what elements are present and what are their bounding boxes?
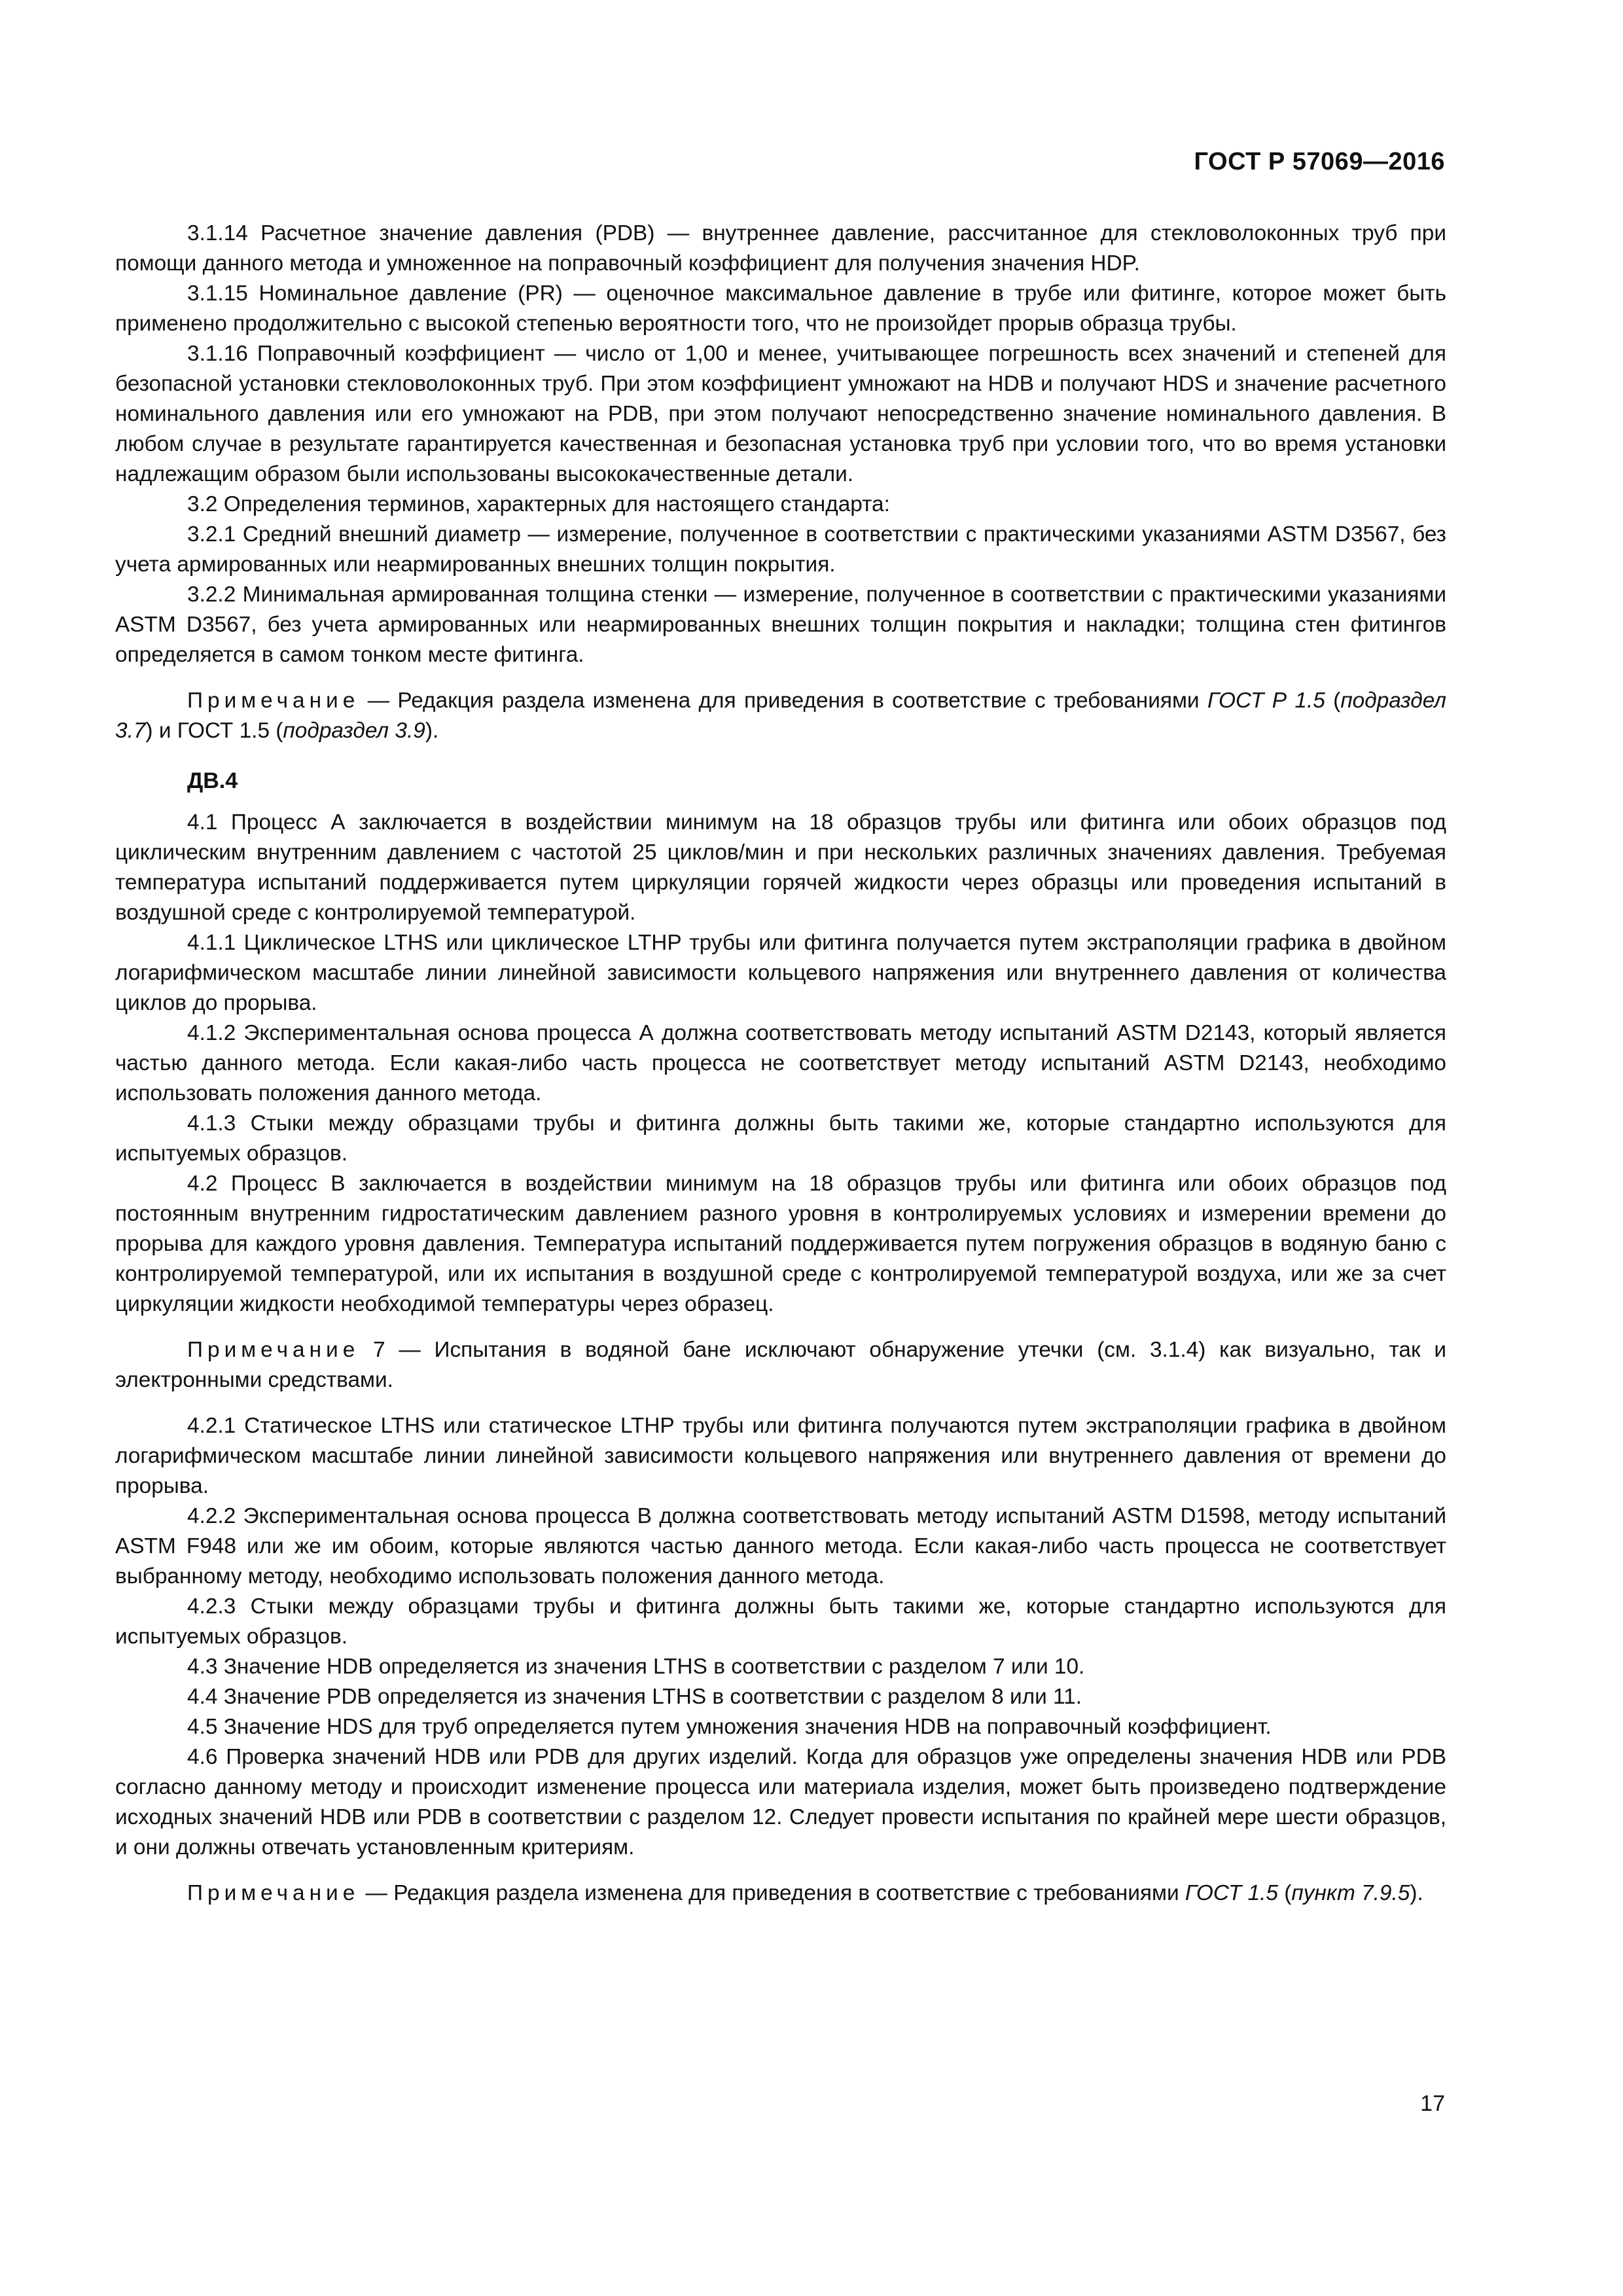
paragraph-3-2-2: 3.2.2 Минимальная армированная толщина стенки — измерение, полученное в соответствии с практическими указаниями ASTM D3567, без учета армированных или неармированных внешних толщин покрытия и накладки; толщина стен фитингов определяется в самом тонком месте фитинга. — [115, 583, 1446, 667]
note-label: Примечание — [187, 1881, 360, 1905]
paragraph-4-4: 4.4 Значение PDB определяется из значения LTHS в соответствии с разделом 8 или 11. — [187, 1685, 1082, 1709]
note-text: 7 — Испытания в водяной бане исключают обнаружение утечки (см. 3.1.4) как визуально, так и электронными средствами. — [115, 1338, 1446, 1392]
note-label: Примечание — [187, 1338, 360, 1362]
paragraph-4-1-1: 4.1.1 Циклическое LTHS или циклическое LTHP трубы или фитинга получается путем экстраполяции графика в двойном логарифмическом масштабе линии линейной зависимости кольцевого напряжения или внутреннего давления от количества циклов до прорыва. — [115, 931, 1446, 1015]
note-reference: пункт 7.9.5 — [1291, 1881, 1410, 1905]
section-heading: ДВ.4 — [187, 768, 238, 793]
paragraph-4-2: 4.2 Процесс В заключается в воздействии минимум на 18 образцов трубы или фитинга или обоих образцов под постоянным внутренним гидростатическим давлением разного уровня в контролируемых условиях и измерении времени до прорыва для каждого уровня давления. Температура испытаний поддерживается путем погружения образцов в водяную баню с контролируемой температурой, или их испытания в воздушной среде с контролируемой температурой воздуха, или же за счет циркуляции жидкости необходимой температуры через образец. — [115, 1172, 1446, 1316]
paragraph-3-2: 3.2 Определения терминов, характерных для настоящего стандарта: — [187, 492, 890, 516]
paragraph-4-5: 4.5 Значение HDS для труб определяется путем умножения значения HDB на поправочный коэффициент. — [187, 1715, 1272, 1739]
paragraph-3-1-15: 3.1.15 Номинальное давление (PR) — оценочное максимальное давление в трубе или фитинге, которое может быть применено продолжительно с высокой степенью вероятности того, что не произойдет прорыв образца трубы. — [115, 281, 1446, 336]
paragraph-4-1: 4.1 Процесс А заключается в воздействии минимум на 18 образцов трубы или фитинга или обоих образцов под циклическим внутренним давлением с частотой 25 циклов/мин и при нескольких различных значениях давления. Требуемая температура испытаний поддерживается путем циркуляции горячей жидкости через образцы или проведения испытаний в воздушной среде с контролируемой температурой. — [115, 810, 1446, 925]
paragraph-4-2-1: 4.2.1 Статическое LTHS или статическое LTHP трубы или фитинга получаются путем экстраполяции графика в двойном логарифмическом масштабе линии линейной зависимости кольцевого напряжения или внутреннего давления от времени до прорыва. — [115, 1414, 1446, 1498]
paragraph-4-2-3: 4.2.3 Стыки между образцами трубы и фитинга должны быть такими же, которые стандартно используются для испытуемых образцов. — [115, 1594, 1446, 1649]
paragraph-3-1-16: 3.1.16 Поправочный коэффициент — число от 1,00 и менее, учитывающее погрешность всех значений и степеней для безопасной установки стекловолоконных труб. При этом коэффициент умножают на HDB и получают HDS и значение расчетного номинального давления или его умножают на PDB, при этом получают непосредственно значение номинального давления. В любом случае в результате гарантируется качественная и безопасная установка труб при условии того, что во время установки надлежащим образом были использованы высококачественные детали. — [115, 342, 1446, 486]
note-label: Примечание — [187, 689, 360, 713]
paragraph-4-1-2: 4.1.2 Экспериментальная основа процесса А должна соответствовать методу испытаний ASTM D2143, который является частью данного метода. Если какая-либо часть процесса не соответствует методу испытаний ASTM D2143, необходимо использовать положения данного метода. — [115, 1021, 1446, 1105]
note-text: ) и ГОСТ 1.5 ( — [145, 719, 283, 743]
note-text: ). — [425, 719, 439, 743]
paragraph-4-2-2: 4.2.2 Экспериментальная основа процесса В должна соответствовать методу испытаний ASTM D1598, методу испытаний ASTM F948 или же им обоим, которые являются частью данного метода. Если какая-либо часть процесса не соответствует выбранному методу, необходимо использовать положения данного метода. — [115, 1504, 1446, 1588]
note-reference: ГОСТ Р 1.5 — [1207, 689, 1325, 713]
page-header: ГОСТ Р 57069—2016 — [1194, 148, 1445, 175]
paragraph-4-3: 4.3 Значение HDB определяется из значения LTHS в соответствии с разделом 7 или 10. — [187, 1655, 1085, 1679]
document-body — [115, 219, 1446, 1909]
note-text: ( — [1278, 1881, 1292, 1905]
note-text: ( — [1325, 689, 1341, 713]
note-text: — Редакция раздела изменена для приведения в соответствие с требованиями — [359, 1881, 1185, 1905]
paragraph-4-1-3: 4.1.3 Стыки между образцами трубы и фитинга должны быть такими же, которые стандартно используются для испытуемых образцов. — [115, 1111, 1446, 1166]
note-7 — [115, 1335, 1446, 1395]
paragraph-4-6: 4.6 Проверка значений HDB или PDB для других изделий. Когда для образцов уже определены значения HDB или PDB согласно данному методу и происходит изменение процесса или материала изделия, может быть произведено подтверждение исходных значений HDB или PDB в соответствии с разделом 12. Следует провести испытания по крайней мере шести образцов, и они должны отвечать установленным критериям. — [115, 1745, 1446, 1859]
page-number: 17 — [1420, 2091, 1445, 2116]
note-reference: подраздел 3.9 — [283, 719, 425, 743]
note-editorial-1 — [115, 686, 1446, 746]
paragraph-3-1-14: 3.1.14 Расчетное значение давления (PDB) — внутреннее давление, рассчитанное для стекловолоконных труб при помощи данного метода и умноженное на поправочный коэффициент для получения значения HDP. — [115, 221, 1446, 276]
note-text: ). — [1410, 1881, 1423, 1905]
note-editorial-2 — [115, 1878, 1446, 1909]
note-text: — Редакция раздела изменена для приведения в соответствие с требованиями — [359, 689, 1207, 713]
paragraph-3-2-1: 3.2.1 Средний внешний диаметр — измерение, полученное в соответствии с практическими указаниями ASTM D3567, без учета армированных или неармированных внешних толщин покрытия. — [115, 522, 1446, 577]
note-reference: ГОСТ 1.5 — [1185, 1881, 1278, 1905]
note-reference: подраздел 3.7 — [115, 689, 1447, 743]
